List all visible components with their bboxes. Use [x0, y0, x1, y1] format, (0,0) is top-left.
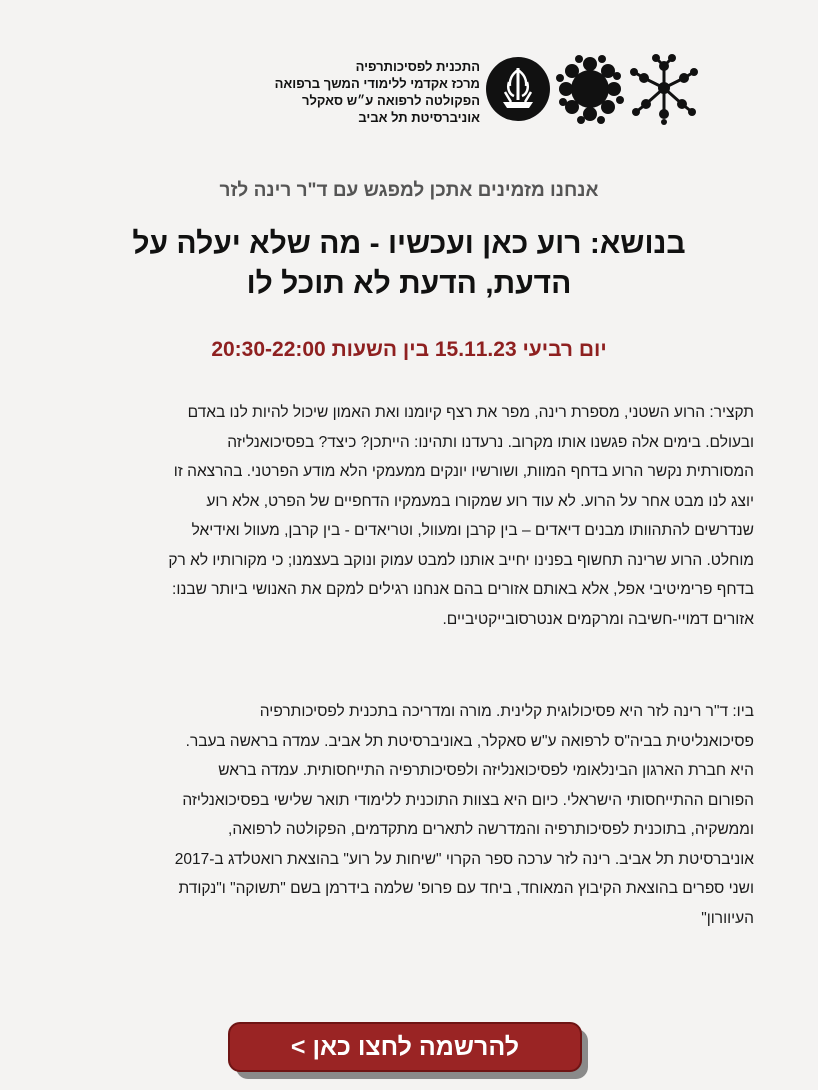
summary-line: אזורים דמויי-חשיבה ומרקמים אנטרסובייקטיביים. [442, 610, 754, 628]
header [0, 48, 818, 138]
institution-line: התכנית לפסיכותרפיה [355, 59, 480, 74]
summary-paragraph [68, 398, 754, 634]
summary-line: תקציר: הרוע השטני, מספרת רינה, מפר את רצף קיומנו ואת האמון שיכול להיות לנו באדם [187, 404, 754, 421]
event-datetime: יום רביעי 15.11.23 בין השעות 20:30-22:00 [211, 338, 607, 361]
network-figures-logo [628, 52, 700, 126]
bio-paragraph [68, 697, 754, 933]
bio-line: אוניברסיטת תל אביב. רינה לזר ערכה ספר הקרוי "שיחות על רוע" בהוצאת רואטלדג ב-2017 [174, 850, 754, 868]
institution-line: הפקולטה לרפואה ע״ש סאקלר [302, 93, 480, 108]
institution-line: אוניברסיטת תל אביב [358, 110, 480, 125]
invite-heading: אנחנו מזמינים אתכן למפגש עם ד"ר רינה לזר [219, 180, 599, 201]
summary-line: ובעולם. בימים אלה פגשנו אותו מקרוב. נרעדנו ותהינו: הייתכן? כיצד? בפסיכואנליזה [227, 433, 754, 451]
bio-line: ביו: ד"ר רינה לזר היא פסיכולוגית קלינית. מורה ומדריכה בתכנית לפסיכותרפיה [259, 703, 754, 720]
bio-line: פסיכואנליטית בביה"ס לרפואה ע"ש סאקלר, באוניברסיטת תל אביב. עמדה בראשה בעבר. [185, 732, 754, 750]
summary-line: בדחף פרימיטיבי אפל, אלא באותם אזורים בהם אנחנו רגילים למקם את האנושי ביותר שבנו: [172, 581, 754, 598]
bio-line: וממשקיה, בתוכנית לפסיכותרפיה והמדרשה לתארים מתקדמים, הפקולטה לרפואה, [228, 821, 754, 838]
institution-line: מרכז אקדמי ללימודי המשך ברפואה [274, 76, 480, 91]
tel-aviv-university-logo [485, 56, 551, 122]
bio-line: היא חברת הארגון הבינלאומי לפסיכואנליזה ולפסיכותרפיה התייחסותית. עמדה בראש [218, 762, 754, 779]
summary-line: שנדרשים להתהוותו מבנים דיאדים – בין קרבן ומעוול, וטריאדים - בין קרבן, מעוול ואידיאל [191, 522, 754, 539]
bio-line: ושני ספרים בהוצאת הקיבוץ המאוחד, ביחד עם פרופ' שלמה בידרמן בשם "תשוקה" ו"נקודת [178, 880, 754, 897]
lecture-title-line: בנושא: רוע כאן ועכשיו - מה שלא יעלה על [132, 227, 686, 260]
psychoanalysis-blob-logo [555, 52, 625, 126]
summary-line: יוצג לנו מבט אחר על הרוע. לא עוד רוע שמקורו במעמקיו הדחפיים של הפרט, אלא רוע [206, 492, 754, 510]
bio-line: העיוורון" [701, 909, 754, 927]
register-button[interactable]: להרשמה לחצו כאן > [228, 1022, 582, 1072]
summary-line: המסורתית נקשר הרוע בדחף המוות, ושורשיו יונקים ממעמקי הלא מודע הפרטני. בהרצאה זו [173, 463, 754, 480]
lecture-title [60, 224, 758, 304]
institution-name [230, 58, 480, 126]
bio-line: הפורום ההתייחסותי הישראלי. כיום היא בצוות התוכנית ללימודי תואר שלישי בפסיכואנליזה [182, 791, 754, 809]
summary-line: מוחלט. הרוע שרינה תחשוף בפנינו יחייב אותנו למבט עמוק ונוקב בעצמנו; כי מקורותיו לא רק [168, 551, 754, 569]
lecture-title-line: הדעת, הדעת לא תוכל לו [246, 267, 572, 300]
